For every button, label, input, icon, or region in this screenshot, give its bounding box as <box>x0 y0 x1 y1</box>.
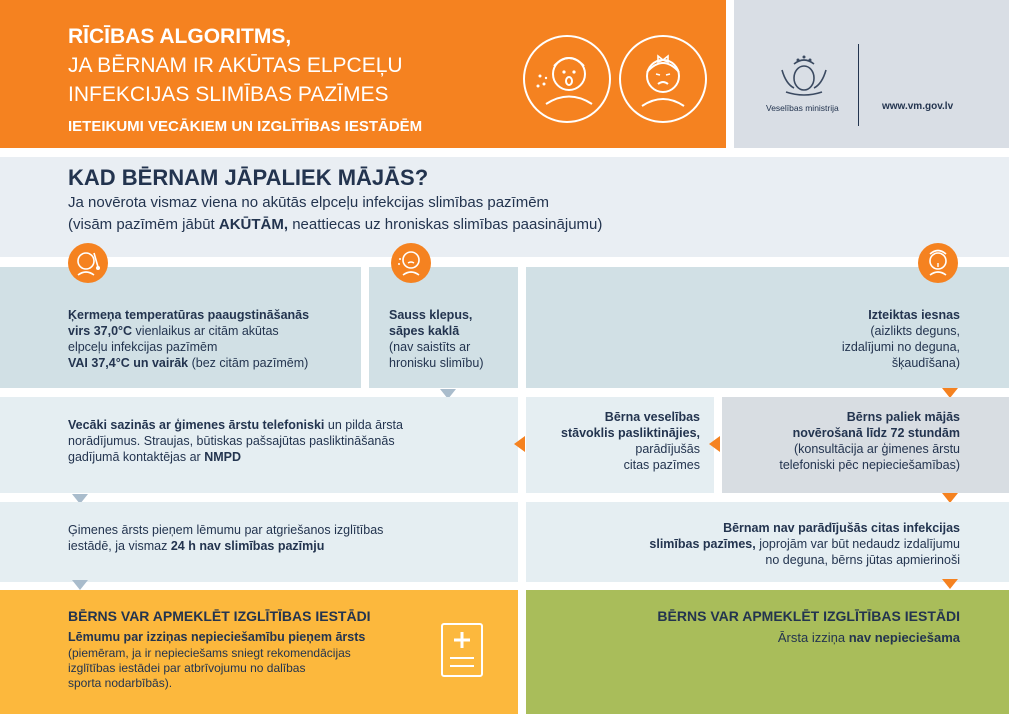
medical-certificate-icon <box>440 622 484 678</box>
website-link[interactable]: www.vm.gov.lv <box>882 101 954 112</box>
header-title: RĪCĪBAS ALGORITMS, JA BĒRNAM IR AKŪTAS ELPCEĻU INFEKCIJAS SLIMĪBAS PAZĪMES <box>68 25 403 106</box>
arrow-left-icon <box>709 436 720 452</box>
question-line1: Ja novērota vismaz viena no akūtās elpceļu infekcijas slimības pazīmēm <box>68 194 550 211</box>
outcome-left <box>0 590 518 714</box>
question-banner <box>0 157 1009 257</box>
fever-card <box>0 267 361 388</box>
divider <box>858 44 859 126</box>
outcome-right <box>526 590 1009 714</box>
fever-text: Ķermeņa temperatūras paaugstināšanās virs 37,0°C vienlaikus ar citām akūtas elpceļu infekcijas pazīmēm VAI 37,4°C un vairāk (bez citām pazīmēm) <box>68 308 310 370</box>
runny-nose-text: Izteiktas iesnas (aizlikts deguns, izdalījumi no deguna, šķaudīšana) <box>841 308 960 370</box>
runny-nose-child-icon <box>918 243 958 283</box>
header-subtitle: IETEIKUMI VECĀKIEM UN IZGLĪTĪBAS IESTĀDĒM <box>68 118 423 135</box>
doctor-decision-text: Ģimenes ārsts pieņem lēmumu par atgriešanos izglītības iestādē, ja vismaz 24 h nav slimības pazīmju <box>68 523 384 553</box>
thermometer-child-icon <box>68 243 108 283</box>
worse-text: Bērna veselības stāvoklis pasliktinājies, parādījušās citas pazīmes <box>561 410 700 472</box>
coughing-child-icon <box>391 243 431 283</box>
arrow-down-icon <box>72 580 88 590</box>
ministry-panel <box>734 0 1009 148</box>
parents-text: Vecāki sazinās ar ģimenes ārstu telefoniski un pilda ārsta norādījumus. Straujas, būtiskas pašsajūtas pasliktināšanās gadījumā kontaktējas ar NMPD <box>68 418 403 464</box>
cough-text: Sauss klepus, sāpes kaklā (nav saistīts ar hronisku slimību) <box>389 308 484 370</box>
question-line2: (visām pazīmēm jābūt AKŪTĀM, neattiecas uz hroniskas slimības paasinājumu) <box>68 216 603 233</box>
header-banner <box>0 0 726 148</box>
parents-card <box>0 397 518 493</box>
no-signs-card <box>526 502 1009 582</box>
outcome-right-title: BĒRNS VAR APMEKLĒT IZGLĪTĪBAS IESTĀDI <box>657 608 960 624</box>
outcome-left-title: BĒRNS VAR APMEKLĒT IZGLĪTĪBAS IESTĀDI <box>68 608 371 624</box>
outcome-right-text: Ārsta izziņa nav nepieciešama <box>777 630 960 645</box>
no-signs-text: Bērnam nav parādījušās citas infekcijas slimības pazīmes, joprojām var būt nedaudz izdalījumu no deguna, bērns jūtas apmierinoši <box>649 521 960 567</box>
outcome-left-text: Lēmumu par izziņas nepieciešamību pieņem ārsts (piemēram, ja ir nepieciešams sniegt rekomendācijas izglītības iestādei par atbrīvojumu no dalības sporta nodarbībās). <box>68 630 366 690</box>
arrow-down-icon <box>942 579 958 589</box>
question-title: KAD BĒRNAM JĀPALIEK MĀJĀS? <box>68 165 429 190</box>
sick-girl-icon <box>618 34 708 124</box>
worse-card <box>526 397 714 493</box>
doctor-decision-card <box>0 502 518 582</box>
home-card <box>722 397 1009 493</box>
coat-of-arms-icon <box>776 54 832 98</box>
runny-nose-card <box>526 267 1009 388</box>
ministry-name: Veselības ministrija <box>766 103 839 113</box>
cough-card <box>369 267 518 388</box>
sneezing-child-icon <box>522 34 612 124</box>
home-text: Bērns paliek mājās novērošanā līdz 72 stundām (konsultācija ar ģimenes ārstu telefoniski pēc nepieciešamības) <box>779 410 960 472</box>
